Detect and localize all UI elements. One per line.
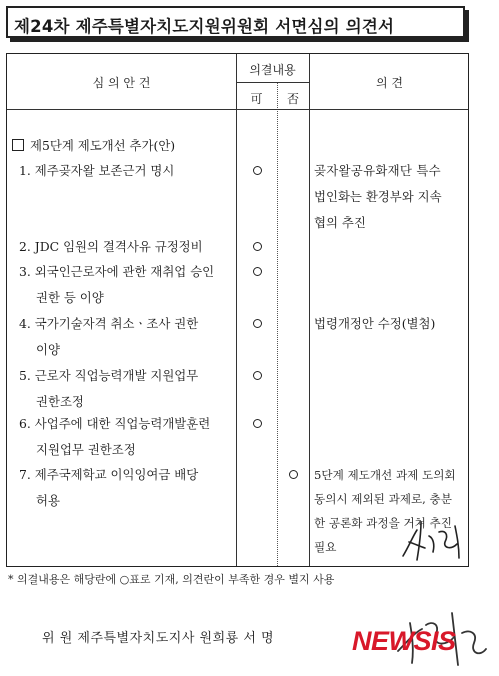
- sign-line: 위 원 제주특별자치도지사 원희룡 서 명: [42, 631, 275, 646]
- col-divider-decision: [277, 82, 278, 566]
- agenda-item-3-line-1: 3. 외국인근로자에 관한 재취업 승인: [19, 264, 215, 279]
- agenda-item-6-line-2: 지원업무 권한조정: [36, 442, 136, 457]
- handwritten-initial-signature: [399, 516, 469, 564]
- agenda-item-4-line-1: 4. 국가기술자격 취소ㆍ조사 권한: [19, 316, 199, 331]
- reject-mark-7: [289, 470, 298, 479]
- row-divider-decision: [236, 82, 309, 83]
- agenda-item-7-line-2: 허용: [36, 493, 60, 508]
- header-agenda: 심 의 안 건: [92, 76, 151, 90]
- newsis-watermark: NEWSIS: [352, 626, 456, 656]
- header-decision: 의결내용: [249, 63, 296, 77]
- approve-mark-2: [253, 242, 262, 251]
- approve-mark-6: [253, 419, 262, 428]
- checkbox-icon: [12, 139, 24, 151]
- footnote: * 의결내용은 해당란에 ○표로 기재, 의견란이 부족한 경우 별지 사용: [8, 573, 335, 586]
- opinion-table: [6, 53, 469, 567]
- col-divider-agenda: [236, 54, 237, 566]
- opinion-7-line-2: 동의시 제외된 과제로, 충분: [314, 492, 452, 506]
- opinion-7-line-4: 필요: [314, 540, 337, 554]
- approve-mark-4: [253, 319, 262, 328]
- opinion-1-line-1: 곶자왈공유화재단 특수: [314, 163, 441, 178]
- header-opinion: 의 견: [376, 76, 403, 90]
- header-bottom-line: [7, 109, 468, 110]
- opinion-4-line-1: 법령개정안 수정(별첨): [314, 316, 436, 331]
- agenda-item-5-line-1: 5. 근로자 직업능력개발 지원업무: [19, 368, 199, 383]
- header-reject: 否: [286, 92, 299, 106]
- agenda-item-1: 1. 제주곶자왈 보존근거 명시: [19, 163, 175, 178]
- agenda-item-5-line-2: 권한조정: [36, 394, 84, 409]
- section-title-row: [12, 133, 175, 159]
- opinion-7-line-3: 한 공론화 과정을 거쳐 추진: [314, 516, 452, 530]
- document-title: 제24차 제주특별자치도지원위원회 서면심의 의견서: [14, 17, 395, 36]
- col-divider-opinion: [309, 54, 310, 566]
- section-title: 제5단계 제도개선 추가(안): [30, 138, 176, 153]
- header-approve: 可: [250, 92, 263, 106]
- approve-mark-5: [253, 371, 262, 380]
- opinion-7-line-1: 5단계 제도개선 과제 도의회: [314, 468, 456, 482]
- approve-mark-1: [253, 166, 262, 175]
- agenda-item-2: 2. JDC 임원의 결격사유 규정정비: [19, 239, 203, 254]
- agenda-item-7-line-1: 7. 제주국제학교 이익잉여금 배당: [19, 467, 199, 482]
- agenda-item-3-line-2: 권한 등 이양: [36, 290, 104, 305]
- opinion-1-line-3: 협의 추진: [314, 215, 366, 230]
- title-box: [6, 6, 465, 38]
- agenda-item-6-line-1: 6. 사업주에 대한 직업능력개발훈련: [19, 416, 211, 431]
- approve-mark-3: [253, 267, 262, 276]
- agenda-item-4-line-2: 이양: [36, 342, 60, 357]
- opinion-1-line-2: 법인화는 환경부와 지속: [314, 189, 442, 204]
